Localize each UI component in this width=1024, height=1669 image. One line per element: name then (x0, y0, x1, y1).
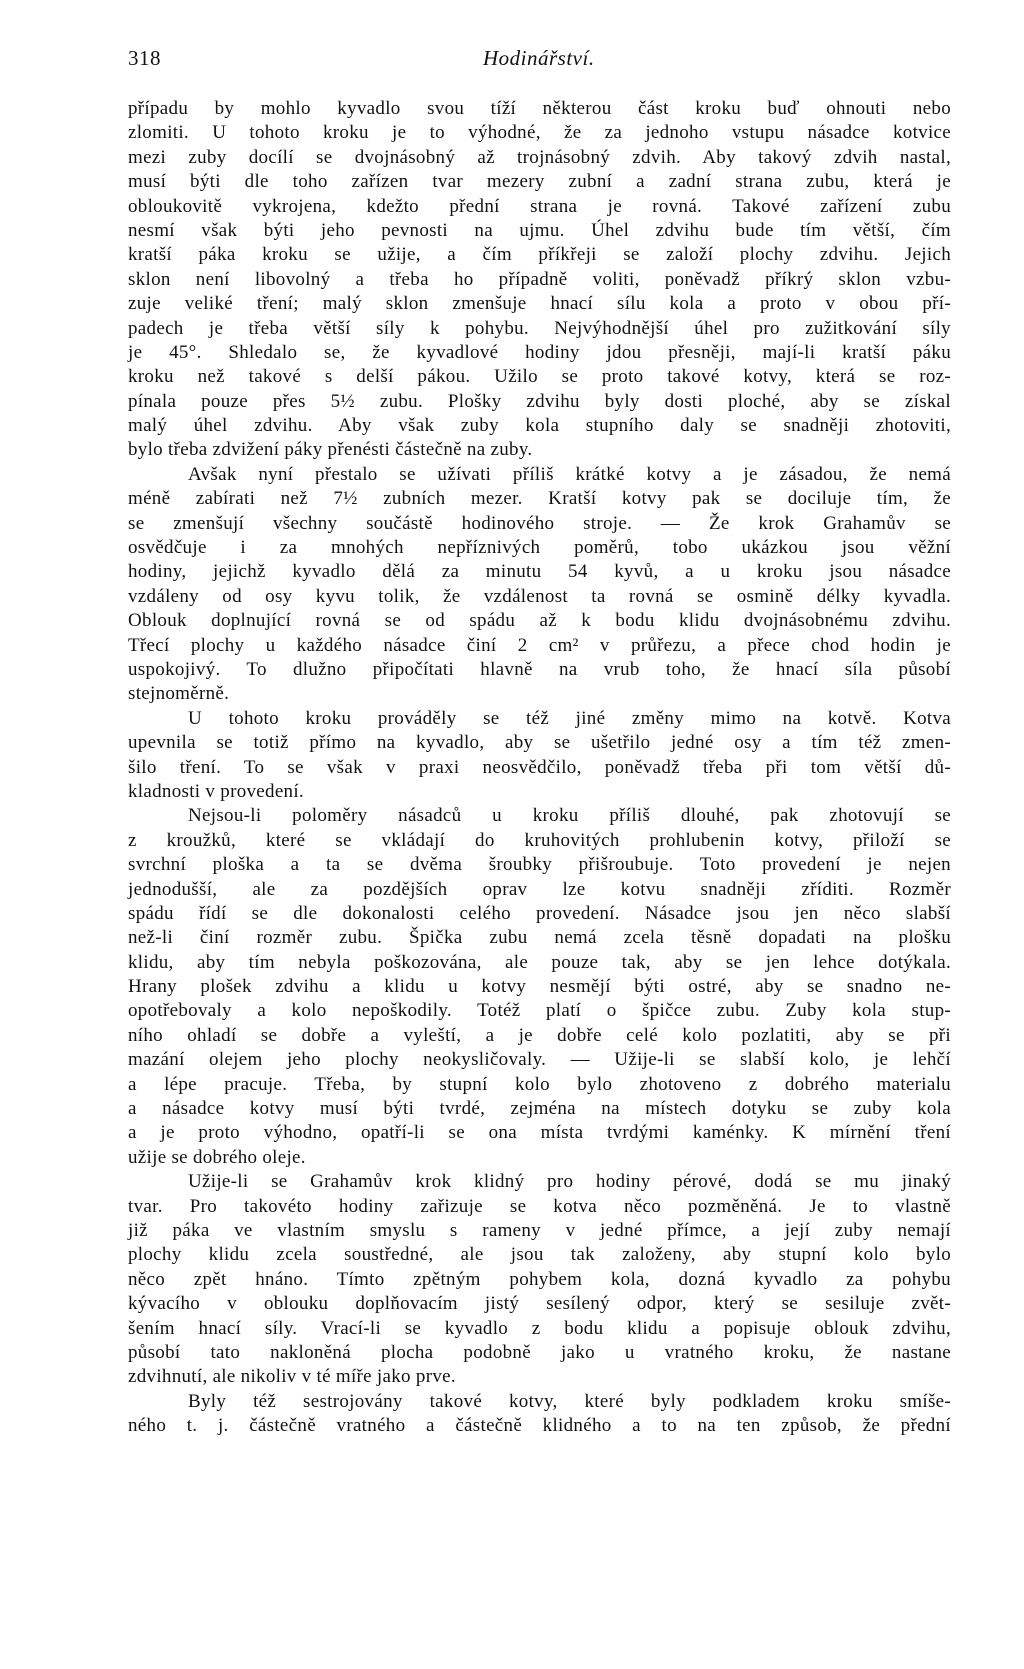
text-line: sklon není libovolný a třeba ho případně voliti, poněvadž příkrý sklon vzbu- (128, 268, 951, 290)
text-line: kladnosti v provedení. (128, 780, 304, 802)
text-line: kývacího v oblouku doplňovacím jistý sesílený odpor, který se sesiluje zvět- (128, 1293, 951, 1315)
text-line: a násadce kotvy musí býti tvrdé, zejména na místech dotyku se zuby kola (128, 1098, 951, 1120)
running-title: Hodinářství. (483, 46, 595, 70)
text-line: zuje veliké tření; malý sklon zmenšuje hnací sílu kola a proto v obou pří- (128, 293, 951, 315)
text-line: působí tato nakloněná plocha podobně jako u vratného kroku, že nastane (128, 1341, 951, 1363)
text-line: nesmí však býti jeho pevnosti na ujmu. Úhel zdvihu bude tím větší, čím (128, 219, 951, 241)
text-line: osvědčuje i za mnohých nepříznivých poměrů, tobo ukázkou jsou věžní (128, 537, 951, 559)
text-line: zlomiti. U tohoto kroku je to výhodné, že za jednoho vstupu násadce kotvice (128, 122, 951, 144)
text-line: a lépe pracuje. Třeba, by stupní kolo bylo zhotoveno z dobrého materialu (128, 1073, 951, 1095)
text-line: upevnila se totiž přímo na kyvadlo, aby se ušetřilo jedné osy a tím též zmen- (128, 732, 951, 754)
text-line: plochy klidu zcela soustředné, ale jsou tak založeny, aby stupní kolo bylo (128, 1244, 951, 1266)
text-line: kratší páka kroku se užije, a čím příkřeji se založí plochy zdvihu. Jejich (128, 244, 951, 266)
text-line: případu by mohlo kyvadlo svou tíží některou část kroku buď ohnouti nebo (128, 98, 951, 119)
text-line: Avšak nyní přestalo se užívati příliš krátké kotvy a je zásadou, že nemá (188, 463, 951, 485)
text-line: je 45°. Shledalo se, že kyvadlové hodiny jdou přesněji, mají-li kratší páku (128, 341, 951, 363)
text-line: U tohoto kroku prováděly se též jiné změny mimo na kotvě. Kotva (188, 707, 951, 729)
text-line: Nejsou-li poloměry násadců u kroku příliš dlouhé, pak zhotovují se (188, 805, 951, 827)
text-line: Třecí plochy u každého násadce činí 2 cm² v průřezu, a přece chod hodin je (128, 634, 951, 656)
text-line: zdvihnutí, ale nikoliv v té míře jako prve. (128, 1366, 456, 1388)
text-line: svrchní ploška a ta se dvěma šroubky přišroubuje. Toto provedení je nejen (128, 854, 951, 876)
text-line: klidu, aby tím nebyla poškozována, ale pouze tak, aby se jen lehce dotýkala. (128, 951, 951, 973)
text-line: Byly též sestrojovány takové kotvy, které byly podkladem kroku smíše- (188, 1390, 951, 1412)
text-line: jednodušší, ale za pozdějších oprav lze kotvu snadněji zříditi. Rozměr (128, 878, 951, 900)
text-line: než-li činí rozměr zubu. Špička zubu nemá zcela těsně dopadati na plošku (128, 927, 951, 949)
text-line: mazání olejem jeho plochy neokysličovaly. — Užije-li se slabší kolo, je lehčí (128, 1049, 951, 1071)
text-line: Hrany plošek zdvihu a klidu u kotvy nesmějí býti ostré, aby se snadno ne- (128, 976, 951, 998)
text-line: vzdáleny od osy kyvu tolik, že vzdálenost ta rovná se osmině délky kyvadla. (128, 585, 951, 607)
text-line: musí býti dle toho zařízen tvar mezery zubní a zadní strana zubu, která je (128, 171, 951, 193)
text-line: se zmenšují všechny součástě hodinového stroje. — Že krok Grahamův se (128, 512, 951, 534)
text-line: méně zabírati než 7½ zubních mezer. Kratší kotvy pak se dociluje tím, že (128, 488, 951, 510)
text-line: obloukovitě vykrojena, kdežto přední strana je rovná. Takové zařízení zubu (128, 195, 951, 217)
text-line: šilo tření. To se však v praxi neosvědčilo, poněvadž třeba při tom větší dů- (128, 756, 951, 778)
text-line: ního ohladí se dobře a vyleští, a je dobře celé kolo pozlatiti, aby se při (128, 1024, 951, 1046)
text-line: spádu řídí se dle dokonalosti celého provedení. Násadce jsou jen něco slabší (128, 902, 951, 924)
text-line: pínala pouze přes 5½ zubu. Plošky zdvihu byly dosti ploché, aby se získal (128, 390, 951, 412)
text-line: kroku než takové s delší pákou. Užilo se proto takové kotvy, která se roz- (128, 366, 951, 388)
text-line: hodiny, jejichž kyvadlo dělá za minutu 54 kyvů, a u kroku jsou násadce (128, 561, 951, 583)
text-line: ného t. j. částečně vratného a částečně klidného a to na ten způsob, že přední (128, 1415, 951, 1437)
text-line: opotřebovaly a kolo nepoškodily. Totéž platí o špičce zubu. Zuby kola stup- (128, 1000, 951, 1022)
text-line: tvar. Pro takovéto hodiny zařizuje se kotva něco pozměněná. Je to vlastně (128, 1195, 951, 1217)
text-line: a je proto výhodno, opatří-li se ona místa tvrdými kaménky. K mírnění tření (128, 1122, 951, 1144)
text-line: šením hnací síly. Vrací-li se kyvadlo z bodu klidu a popisuje oblouk zdvihu, (128, 1317, 951, 1339)
text-line: stejnoměrně. (128, 683, 230, 705)
text-line: již páka ve vlastním smyslu s rameny v jedné přímce, a její zuby nemají (128, 1219, 951, 1241)
body-text (128, 97, 951, 1438)
text-line: Oblouk doplnující rovná se od spádu až k bodu klidu dvojnásobnému zdvihu. (128, 610, 951, 632)
text-line: uspokojivý. To dlužno připočítati hlavně na vrub toho, že hnací síla působí (128, 658, 951, 680)
text-line: z kroužků, které se vkládají do kruhovitých prohlubenin kotvy, přiloží se (128, 829, 951, 851)
text-line: užije se dobrého oleje. (128, 1146, 306, 1168)
text-line: mezi zuby docílí se dvojnásobný až trojnásobný zdvih. Aby takový zdvih nastal, (128, 146, 951, 168)
text-line: bylo třeba zdvižení páky přenésti částečně na zuby. (128, 439, 533, 461)
page-number: 318 (128, 46, 161, 70)
text-line: padech je třeba větší síly k pohybu. Nejvýhodnější úhel pro zužitkování síly (128, 317, 951, 339)
text-line: něco zpět hnáno. Tímto zpětným pohybem kola, dozná kyvadlo za pohybu (128, 1268, 951, 1290)
text-line: malý úhel zdvihu. Aby však zuby kola stupního daly se snadněji zhotoviti, (128, 415, 951, 437)
page-header (128, 46, 951, 76)
text-line: Užije-li se Grahamův krok klidný pro hodiny pérové, dodá se mu jinaký (188, 1171, 951, 1193)
